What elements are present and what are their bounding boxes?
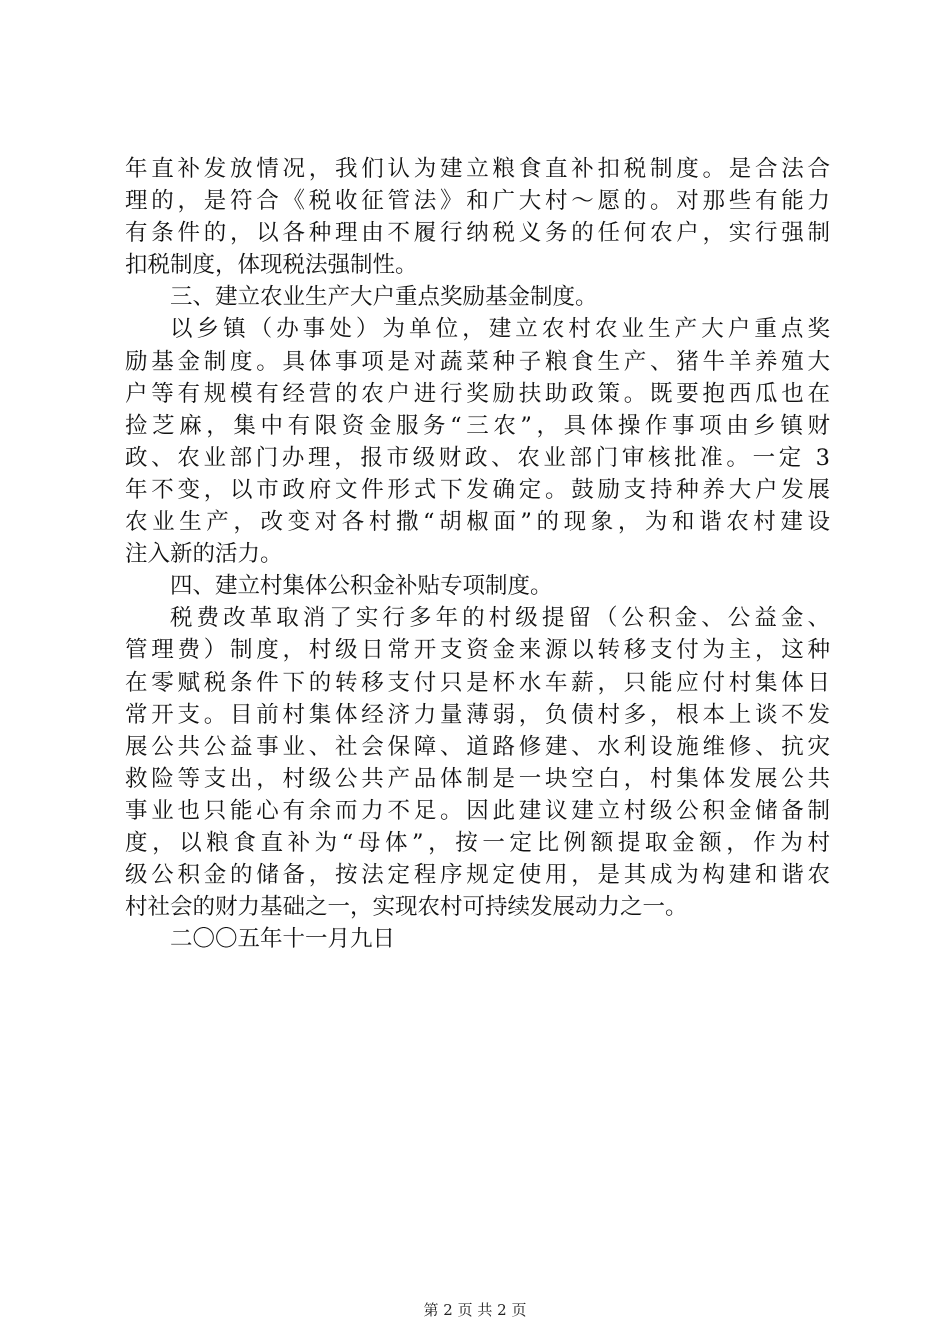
text-line: 事业也只能心有余而力不足。因此建议建立村级公积金储备制 bbox=[125, 797, 830, 824]
page-footer: 第 2 页 共 2 页 bbox=[423, 1301, 527, 1319]
text-line: 税费改革取消了实行多年的村级提留（公积金、公益金、 bbox=[170, 605, 830, 632]
text-line: 四、建立村集体公积金补贴专项制度。 bbox=[170, 573, 553, 600]
text-line: 管理费）制度，村级日常开支资金来源以转移支付为主，这种 bbox=[125, 637, 830, 664]
text-line: 度，以粮食直补为“母体”，按一定比例额提取金额，作为村 bbox=[125, 829, 830, 856]
text-line: 常开支。目前村集体经济力量薄弱，负债村多，根本上谈不发 bbox=[125, 701, 830, 728]
text-line: 年直补发放情况，我们认为建立粮食直补扣税制度。是合法合 bbox=[125, 156, 830, 182]
text-line: 在零赋税条件下的转移支付只是杯水车薪，只能应付村集体日 bbox=[125, 669, 830, 696]
text-line: 理的，是符合《税收征管法》和广大村～愿的。对那些有能力 bbox=[125, 188, 830, 215]
text-line: 展公共公益事业、社会保障、道路修建、水利设施维修、抗灾 bbox=[125, 733, 830, 760]
text-line: 注入新的活力。 bbox=[125, 541, 283, 568]
text-line: 户等有规模有经营的农户进行奖励扶助政策。既要抱西瓜也在 bbox=[125, 380, 830, 407]
text-line: 村社会的财力基础之一，实现农村可持续发展动力之一。 bbox=[125, 894, 688, 921]
text-line: 级公积金的储备，按法定程序规定使用，是其成为构建和谐农 bbox=[125, 862, 830, 889]
text-line: 农业生产，改变对各村撒“胡椒面”的现象，为和谐农村建设 bbox=[125, 509, 830, 536]
text-line: 有条件的，以各种理由不履行纳税义务的任何农户，实行强制 bbox=[125, 220, 830, 247]
text-line: 捡芝麻，集中有限资金服务“三农”，具体操作事项由乡镇财 bbox=[125, 412, 830, 439]
text-line: 救险等支出，村级公共产品体制是一块空白，村集体发展公共 bbox=[125, 765, 830, 792]
document-body bbox=[125, 153, 830, 955]
text-line: 扣税制度，体现税法强制性。 bbox=[125, 252, 418, 279]
text-line: 年不变，以市政府文件形式下发确定。鼓励支持种养大户发展 bbox=[125, 476, 830, 503]
text-line: 以乡镇（办事处）为单位，建立农村农业生产大户重点奖 bbox=[170, 316, 830, 343]
text-line: 政、农业部门办理，报市级财政、农业部门审核批准。一定 3 bbox=[125, 444, 830, 471]
text-line: 三、建立农业生产大户重点奖励基金制度。 bbox=[170, 284, 598, 311]
text-line: 励基金制度。具体事项是对蔬菜种子粮食生产、猪牛羊养殖大 bbox=[125, 348, 830, 375]
text-line: 二〇〇五年十一月九日 bbox=[170, 926, 396, 953]
